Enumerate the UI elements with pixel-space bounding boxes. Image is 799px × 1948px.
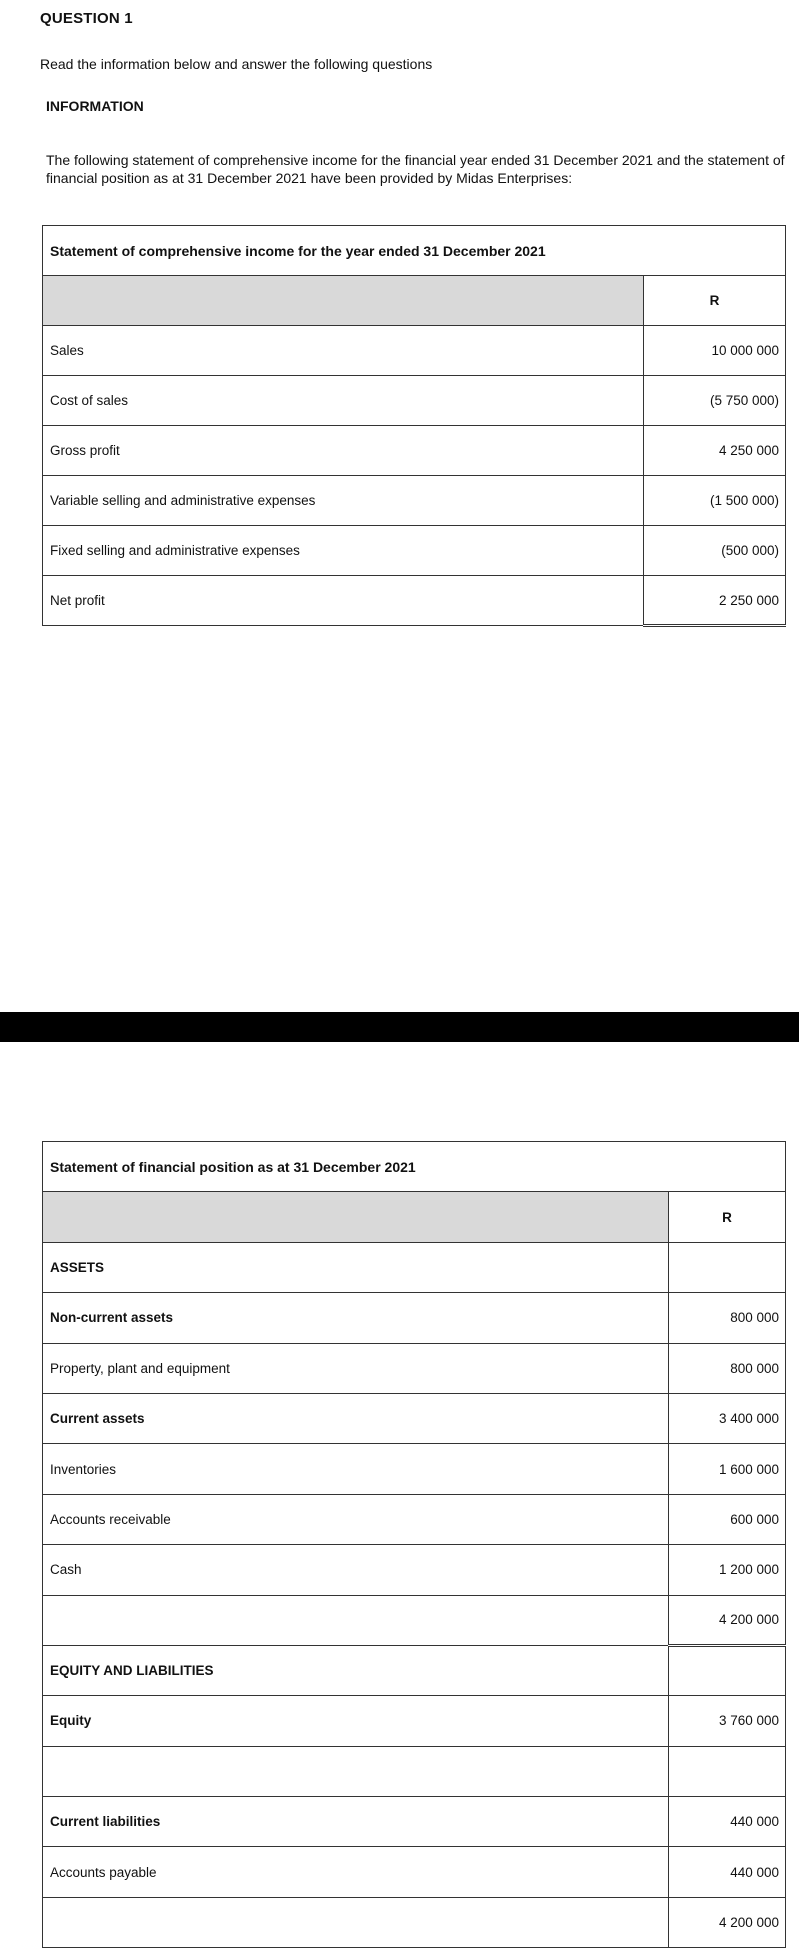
- row-amount: 3 760 000: [669, 1696, 786, 1746]
- row-amount: 2 250 000: [644, 576, 786, 626]
- row-label: Accounts receivable: [43, 1494, 669, 1544]
- row-label: Cash: [43, 1545, 669, 1595]
- row-amount: 4 250 000: [644, 426, 786, 476]
- row-amount: (5 750 000): [644, 376, 786, 426]
- table-row: [43, 1645, 786, 1695]
- income-statement-table: [42, 225, 786, 627]
- table-row: [43, 1444, 786, 1494]
- row-label: Net profit: [43, 576, 644, 626]
- page-separator-bar: [0, 1012, 799, 1042]
- row-label: Gross profit: [43, 426, 644, 476]
- row-label: Accounts payable: [43, 1847, 669, 1897]
- row-amount: [669, 1746, 786, 1796]
- table-header-row: [43, 1192, 786, 1242]
- table-row: [43, 426, 786, 476]
- total-assets-amount: 4 200 000: [669, 1595, 786, 1645]
- table-title-row: [43, 226, 786, 276]
- table-row: [43, 1897, 786, 1947]
- information-paragraph: The following statement of comprehensive income for the financial year ended 31 December 2021 and the statement of financial position as at 31 December 2021 have been provided by Midas Enterprises:: [46, 152, 785, 186]
- row-amount: 800 000: [669, 1343, 786, 1393]
- table-row: [43, 526, 786, 576]
- table-row: [43, 1746, 786, 1796]
- row-label: Sales: [43, 326, 644, 376]
- table-row: [43, 1797, 786, 1847]
- row-amount: 10 000 000: [644, 326, 786, 376]
- table-row: [43, 1545, 786, 1595]
- table-row: [43, 1393, 786, 1443]
- subsection-heading: Current assets: [43, 1393, 669, 1443]
- financial-position-table: [42, 1141, 786, 1948]
- section-heading: ASSETS: [43, 1242, 669, 1292]
- header-blank-cell: [43, 1192, 669, 1242]
- table-row: [43, 1343, 786, 1393]
- row-label: Variable selling and administrative expenses: [43, 476, 644, 526]
- row-label: [43, 1595, 669, 1645]
- table-row: [43, 476, 786, 526]
- table-row: [43, 1696, 786, 1746]
- table-row: [43, 1595, 786, 1645]
- row-amount: 3 400 000: [669, 1393, 786, 1443]
- row-amount: 440 000: [669, 1797, 786, 1847]
- row-amount: 1 200 000: [669, 1545, 786, 1595]
- row-amount: 1 600 000: [669, 1444, 786, 1494]
- row-amount: [669, 1645, 786, 1695]
- table-row: [43, 1494, 786, 1544]
- row-label: Property, plant and equipment: [43, 1343, 669, 1393]
- total-equity-liabilities-amount: 4 200 000: [669, 1897, 786, 1947]
- row-label: [43, 1746, 669, 1796]
- currency-header: R: [669, 1192, 786, 1242]
- subsection-heading: Current liabilities: [43, 1797, 669, 1847]
- question-heading: QUESTION 1: [40, 10, 133, 27]
- row-label: Cost of sales: [43, 376, 644, 426]
- financial-position-title: Statement of financial position as at 31 December 2021: [43, 1142, 786, 1192]
- row-amount: 600 000: [669, 1494, 786, 1544]
- row-amount: (1 500 000): [644, 476, 786, 526]
- information-heading: INFORMATION: [46, 98, 144, 114]
- section-heading: EQUITY AND LIABILITIES: [43, 1645, 669, 1695]
- table-row: [43, 1242, 786, 1292]
- row-amount: 800 000: [669, 1293, 786, 1343]
- table-row: [43, 1293, 786, 1343]
- currency-header: R: [644, 276, 786, 326]
- table-row: [43, 1847, 786, 1897]
- question-intro: Read the information below and answer the following questions: [40, 56, 433, 72]
- row-label: Fixed selling and administrative expenses: [43, 526, 644, 576]
- table-title-row: [43, 1142, 786, 1192]
- table-row: [43, 376, 786, 426]
- table-header-row: [43, 276, 786, 326]
- row-label: Inventories: [43, 1444, 669, 1494]
- table-row: [43, 326, 786, 376]
- subsection-heading: Non-current assets: [43, 1293, 669, 1343]
- row-amount: (500 000): [644, 526, 786, 576]
- income-statement-title: Statement of comprehensive income for the year ended 31 December 2021: [43, 226, 786, 276]
- header-blank-cell: [43, 276, 644, 326]
- row-label: [43, 1897, 669, 1947]
- subsection-heading: Equity: [43, 1696, 669, 1746]
- row-amount: [669, 1242, 786, 1292]
- row-amount: 440 000: [669, 1847, 786, 1897]
- table-row: [43, 576, 786, 626]
